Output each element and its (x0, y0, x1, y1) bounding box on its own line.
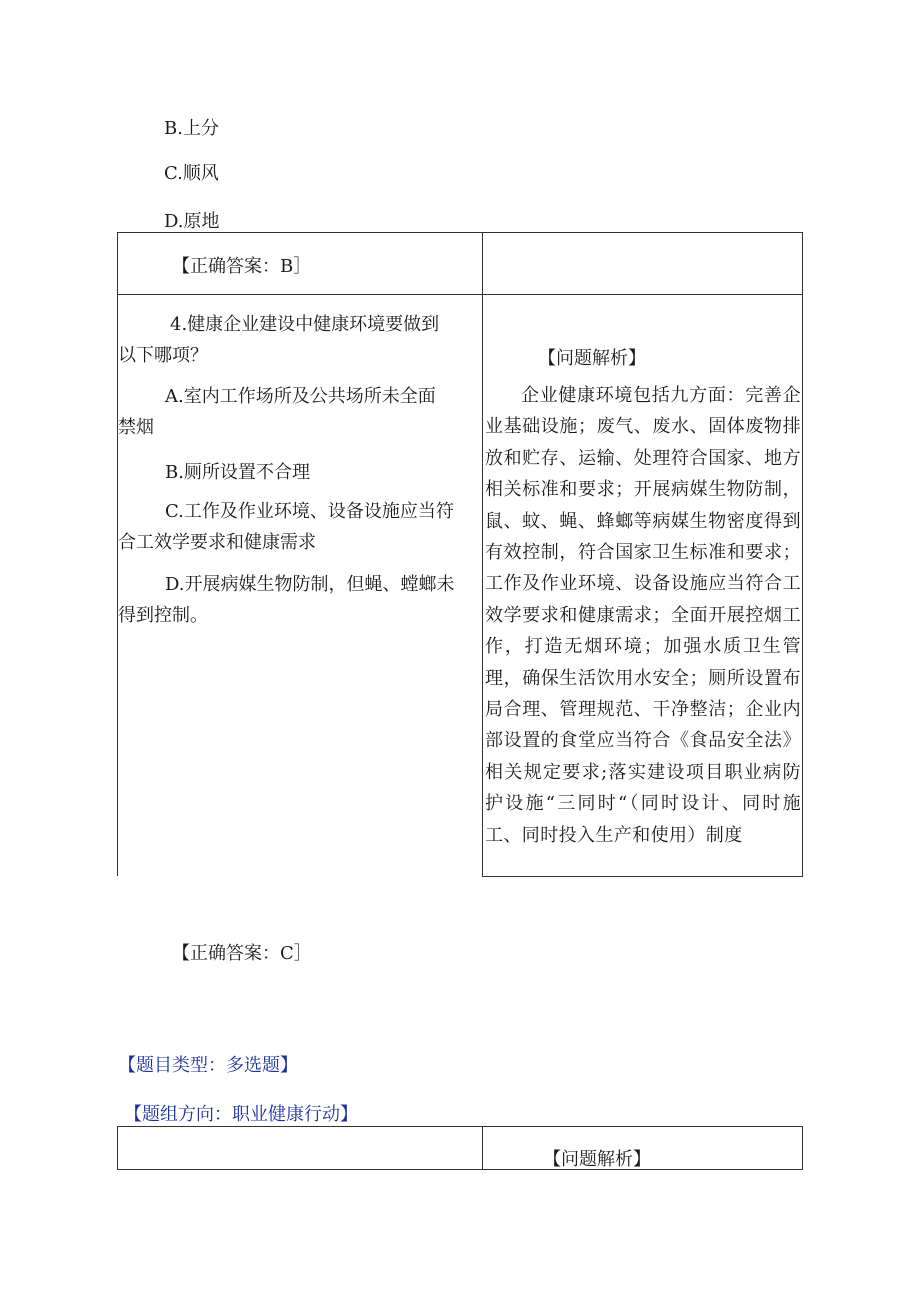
q4-question-line2: 以下哪项？ (118, 345, 208, 366)
table1-analysis-bottom-border (482, 876, 803, 877)
question-group-label: 【题组方向：职业健康行动】 (124, 1104, 358, 1125)
option-b-prev: B.上分 (164, 118, 219, 139)
q4-option-a-line2: 禁烟 (118, 417, 154, 438)
q4-option-d-line1: D.开展病媒生物防制，但蝇、螳螂未 (165, 574, 455, 595)
q4-analysis-text: 企业健康环境包括九方面：完善企业基础设施；废气、废水、固体废物排放和贮存、运输、处理符合国家、地方相关标准和要求；开展病媒生物防制，鼠、蚊、蝇、蜂螂等病媒生物密度得到有效控制，符合国家卫生标准和要求；工作及作业环境、设备设施应当符合工效学要求和健康需求；全面开展控烟工作，打造无烟环境；加强水质卫生管理，确保生活饮用水安全；厕所设置布局合理、管理规范、干净整洁；企业内部设置的食堂应当符合《食品安全法》相关规定要求;落实建设项目职业病防护设施“三同时“（同时设计、同时施工、同时投入生产和使用）制度 (485, 385, 801, 846)
question-type-label: 【题目类型：多选题】 (118, 1055, 298, 1076)
q4-option-a-line1: A.室内工作场所及公共场所未全面 (165, 386, 436, 407)
table1-right-border (802, 232, 803, 876)
table2-left-border (117, 1126, 118, 1170)
table1-left-border (117, 232, 118, 876)
table2-top-border (117, 1126, 803, 1127)
table2-right-border (802, 1126, 803, 1170)
table1-row-divider (117, 294, 803, 295)
table2-analysis-title: 【问题解析】 (543, 1149, 651, 1170)
q4-option-d-line2: 得到控制。 (118, 605, 208, 626)
option-c-prev: C.顺风 (164, 163, 219, 184)
table1-top-border (117, 232, 803, 233)
q4-option-c-line2: 合工效学要求和健康需求 (118, 532, 316, 553)
option-d-prev: D.原地 (164, 211, 220, 232)
answer-prev: 【正确答案：B］ (172, 256, 312, 277)
table2-middle-border (482, 1126, 483, 1170)
q4-option-c-line1: C.工作及作业环境、设备设施应当符 (165, 501, 454, 522)
answer-q4: 【正确答案：C］ (172, 943, 312, 964)
q4-question-line1: 4.健康企业建设中健康环境要做到 (170, 314, 440, 335)
q4-analysis-title: 【问题解析】 (538, 348, 646, 369)
q4-option-b: B.厕所设置不合理 (165, 462, 310, 483)
table2-bottom-border (117, 1169, 803, 1170)
